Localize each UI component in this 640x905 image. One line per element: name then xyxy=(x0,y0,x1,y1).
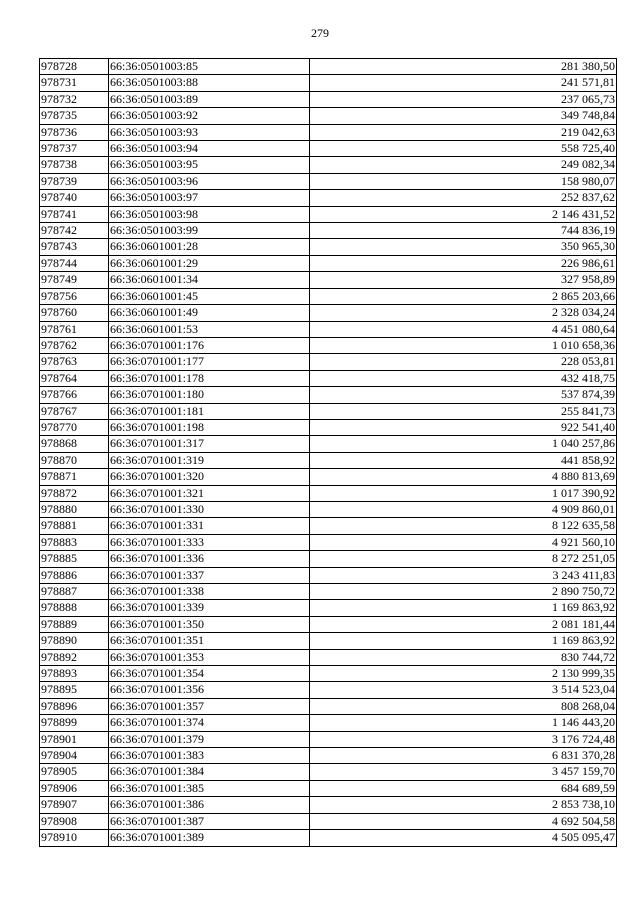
object-id-cell: 978742 xyxy=(40,223,109,239)
cadastral-number-cell: 66:36:0701001:379 xyxy=(109,731,310,747)
cadastral-value-cell: 2 081 181,44 xyxy=(310,616,617,632)
table-row xyxy=(40,485,617,501)
table-row xyxy=(40,518,617,534)
cadastral-value-cell: 249 082,34 xyxy=(310,157,617,173)
table-row xyxy=(40,272,617,288)
object-id-cell: 978870 xyxy=(40,452,109,468)
cadastral-number-cell: 66:36:0501003:94 xyxy=(109,141,310,157)
cadastral-number-cell: 66:36:0701001:330 xyxy=(109,501,310,517)
object-id-cell: 978887 xyxy=(40,584,109,600)
cadastral-number-cell: 66:36:0701001:198 xyxy=(109,419,310,435)
cadastral-value-cell: 4 880 813,69 xyxy=(310,469,617,485)
cadastral-number-cell: 66:36:0701001:387 xyxy=(109,813,310,829)
table-row xyxy=(40,534,617,550)
table-row xyxy=(40,452,617,468)
cadastral-value-cell: 3 457 159,70 xyxy=(310,764,617,780)
cadastral-value-cell: 3 243 411,83 xyxy=(310,567,617,583)
cadastral-number-cell: 66:36:0701001:320 xyxy=(109,469,310,485)
object-id-cell: 978890 xyxy=(40,633,109,649)
table-row xyxy=(40,797,617,813)
object-id-cell: 978766 xyxy=(40,387,109,403)
cadastral-value-cell: 2 865 203,66 xyxy=(310,288,617,304)
cadastral-value-cell: 241 571,81 xyxy=(310,75,617,91)
table-row xyxy=(40,780,617,796)
object-id-cell: 978868 xyxy=(40,436,109,452)
cadastral-value-cell: 8 272 251,05 xyxy=(310,551,617,567)
cadastral-value-cell: 432 418,75 xyxy=(310,370,617,386)
cadastral-number-cell: 66:36:0701001:339 xyxy=(109,600,310,616)
cadastral-value-cell: 1 169 863,92 xyxy=(310,600,617,616)
table-row xyxy=(40,666,617,682)
cadastral-value-cell: 830 744,72 xyxy=(310,649,617,665)
object-id-cell: 978737 xyxy=(40,141,109,157)
cadastral-number-cell: 66:36:0601001:45 xyxy=(109,288,310,304)
cadastral-value-cell: 2 890 750,72 xyxy=(310,584,617,600)
table-row xyxy=(40,305,617,321)
cadastral-number-cell: 66:36:0601001:28 xyxy=(109,239,310,255)
cadastral-number-cell: 66:36:0501003:95 xyxy=(109,157,310,173)
object-id-cell: 978760 xyxy=(40,305,109,321)
cadastral-number-cell: 66:36:0701001:384 xyxy=(109,764,310,780)
table-row xyxy=(40,206,617,222)
object-id-cell: 978762 xyxy=(40,337,109,353)
table-row xyxy=(40,501,617,517)
cadastral-number-cell: 66:36:0701001:383 xyxy=(109,748,310,764)
object-id-cell: 978899 xyxy=(40,715,109,731)
object-id-cell: 978901 xyxy=(40,731,109,747)
table-row xyxy=(40,715,617,731)
object-id-cell: 978872 xyxy=(40,485,109,501)
cadastral-value-cell: 1 040 257,86 xyxy=(310,436,617,452)
object-id-cell: 978908 xyxy=(40,813,109,829)
object-id-cell: 978739 xyxy=(40,173,109,189)
table-row xyxy=(40,731,617,747)
cadastral-number-cell: 66:36:0601001:53 xyxy=(109,321,310,337)
object-id-cell: 978910 xyxy=(40,830,109,846)
object-id-cell: 978740 xyxy=(40,190,109,206)
object-id-cell: 978906 xyxy=(40,780,109,796)
cadastral-number-cell: 66:36:0701001:374 xyxy=(109,715,310,731)
cadastral-number-cell: 66:36:0501003:89 xyxy=(109,91,310,107)
object-id-cell: 978893 xyxy=(40,666,109,682)
cadastral-number-cell: 66:36:0501003:85 xyxy=(109,59,310,75)
object-id-cell: 978736 xyxy=(40,124,109,140)
cadastral-number-cell: 66:36:0601001:49 xyxy=(109,305,310,321)
object-id-cell: 978738 xyxy=(40,157,109,173)
table-row xyxy=(40,830,617,846)
cadastral-number-cell: 66:36:0701001:180 xyxy=(109,387,310,403)
cadastral-number-cell: 66:36:0701001:317 xyxy=(109,436,310,452)
table-row xyxy=(40,239,617,255)
cadastral-number-cell: 66:36:0701001:331 xyxy=(109,518,310,534)
cadastral-value-cell: 4 451 080,64 xyxy=(310,321,617,337)
cadastral-number-cell: 66:36:0601001:29 xyxy=(109,255,310,271)
cadastral-value-cell: 558 725,40 xyxy=(310,141,617,157)
object-id-cell: 978907 xyxy=(40,797,109,813)
cadastral-number-cell: 66:36:0501003:97 xyxy=(109,190,310,206)
cadastral-value-cell: 350 965,30 xyxy=(310,239,617,255)
table-row xyxy=(40,157,617,173)
object-id-cell: 978896 xyxy=(40,698,109,714)
object-id-cell: 978889 xyxy=(40,616,109,632)
object-id-cell: 978731 xyxy=(40,75,109,91)
cadastral-value-cell: 3 176 724,48 xyxy=(310,731,617,747)
cadastral-number-cell: 66:36:0701001:353 xyxy=(109,649,310,665)
object-id-cell: 978895 xyxy=(40,682,109,698)
cadastral-value-cell: 281 380,50 xyxy=(310,59,617,75)
cadastral-value-cell: 808 268,04 xyxy=(310,698,617,714)
cadastral-number-cell: 66:36:0701001:178 xyxy=(109,370,310,386)
object-id-cell: 978886 xyxy=(40,567,109,583)
cadastral-number-cell: 66:36:0701001:351 xyxy=(109,633,310,649)
table-row xyxy=(40,567,617,583)
table-row xyxy=(40,764,617,780)
cadastral-value-cell: 226 986,61 xyxy=(310,255,617,271)
table-row xyxy=(40,682,617,698)
cadastral-value-cell: 1 146 443,20 xyxy=(310,715,617,731)
cadastral-value-cell: 255 841,73 xyxy=(310,403,617,419)
table-row xyxy=(40,419,617,435)
cadastral-number-cell: 66:36:0701001:385 xyxy=(109,780,310,796)
object-id-cell: 978735 xyxy=(40,108,109,124)
cadastral-number-cell: 66:36:0501003:98 xyxy=(109,206,310,222)
object-id-cell: 978761 xyxy=(40,321,109,337)
object-id-cell: 978904 xyxy=(40,748,109,764)
cadastral-value-cell: 219 042,63 xyxy=(310,124,617,140)
cadastral-number-cell: 66:36:0701001:389 xyxy=(109,830,310,846)
table-row xyxy=(40,108,617,124)
cadastral-number-cell: 66:36:0501003:96 xyxy=(109,173,310,189)
cadastral-number-cell: 66:36:0701001:338 xyxy=(109,584,310,600)
cadastral-value-cell: 4 692 504,58 xyxy=(310,813,617,829)
cadastral-number-cell: 66:36:0701001:336 xyxy=(109,551,310,567)
table-row xyxy=(40,616,617,632)
object-id-cell: 978888 xyxy=(40,600,109,616)
table-row xyxy=(40,649,617,665)
cadastral-number-cell: 66:36:0501003:88 xyxy=(109,75,310,91)
cadastral-value-cell: 6 831 370,28 xyxy=(310,748,617,764)
cadastral-value-cell: 684 689,59 xyxy=(310,780,617,796)
table-row xyxy=(40,633,617,649)
object-id-cell: 978749 xyxy=(40,272,109,288)
object-id-cell: 978881 xyxy=(40,518,109,534)
cadastral-number-cell: 66:36:0501003:99 xyxy=(109,223,310,239)
cadastral-number-cell: 66:36:0701001:177 xyxy=(109,354,310,370)
cadastral-number-cell: 66:36:0701001:350 xyxy=(109,616,310,632)
cadastral-value-cell: 4 921 560,10 xyxy=(310,534,617,550)
object-id-cell: 978905 xyxy=(40,764,109,780)
cadastral-number-cell: 66:36:0701001:357 xyxy=(109,698,310,714)
table-row xyxy=(40,223,617,239)
object-id-cell: 978764 xyxy=(40,370,109,386)
object-id-cell: 978767 xyxy=(40,403,109,419)
cadastral-value-cell: 4 909 860,01 xyxy=(310,501,617,517)
cadastral-number-cell: 66:36:0501003:92 xyxy=(109,108,310,124)
cadastral-value-cell: 1 169 863,92 xyxy=(310,633,617,649)
cadastral-number-cell: 66:36:0701001:321 xyxy=(109,485,310,501)
cadastral-value-cell: 2 853 738,10 xyxy=(310,797,617,813)
table-row xyxy=(40,370,617,386)
table-row xyxy=(40,436,617,452)
cadastral-value-cell: 8 122 635,58 xyxy=(310,518,617,534)
cadastral-number-cell: 66:36:0701001:333 xyxy=(109,534,310,550)
table-row xyxy=(40,600,617,616)
table-row xyxy=(40,190,617,206)
table-row xyxy=(40,141,617,157)
cadastral-number-cell: 66:36:0701001:176 xyxy=(109,337,310,353)
object-id-cell: 978880 xyxy=(40,501,109,517)
object-id-cell: 978885 xyxy=(40,551,109,567)
cadastral-value-cell: 327 958,89 xyxy=(310,272,617,288)
cadastral-value-cell: 158 980,07 xyxy=(310,173,617,189)
cadastral-value-cell: 4 505 095,47 xyxy=(310,830,617,846)
object-id-cell: 978871 xyxy=(40,469,109,485)
cadastral-value-cell: 228 053,81 xyxy=(310,354,617,370)
cadastral-number-cell: 66:36:0501003:93 xyxy=(109,124,310,140)
cadastral-number-cell: 66:36:0701001:319 xyxy=(109,452,310,468)
cadastral-value-cell: 2 146 431,52 xyxy=(310,206,617,222)
table-row xyxy=(40,337,617,353)
cadastral-value-cell: 3 514 523,04 xyxy=(310,682,617,698)
cadastral-value-cell: 537 874,39 xyxy=(310,387,617,403)
table-row xyxy=(40,813,617,829)
object-id-cell: 978744 xyxy=(40,255,109,271)
table-row xyxy=(40,255,617,271)
cadastral-number-cell: 66:36:0701001:354 xyxy=(109,666,310,682)
object-id-cell: 978756 xyxy=(40,288,109,304)
table-row xyxy=(40,91,617,107)
object-id-cell: 978743 xyxy=(40,239,109,255)
table-row xyxy=(40,469,617,485)
cadastral-value-cell: 1 017 390,92 xyxy=(310,485,617,501)
object-id-cell: 978883 xyxy=(40,534,109,550)
cadastral-value-cell: 1 010 658,36 xyxy=(310,337,617,353)
cadastral-value-table xyxy=(39,58,617,847)
table-row xyxy=(40,584,617,600)
cadastral-value-cell: 349 748,84 xyxy=(310,108,617,124)
object-id-cell: 978770 xyxy=(40,419,109,435)
page-number: 279 xyxy=(311,26,329,40)
table-row xyxy=(40,321,617,337)
cadastral-value-cell: 252 837,62 xyxy=(310,190,617,206)
cadastral-number-cell: 66:36:0701001:356 xyxy=(109,682,310,698)
cadastral-value-cell: 237 065,73 xyxy=(310,91,617,107)
table-row xyxy=(40,354,617,370)
table-row xyxy=(40,288,617,304)
cadastral-value-cell: 2 328 034,24 xyxy=(310,305,617,321)
cadastral-number-cell: 66:36:0701001:181 xyxy=(109,403,310,419)
table-row xyxy=(40,59,617,75)
object-id-cell: 978732 xyxy=(40,91,109,107)
object-id-cell: 978763 xyxy=(40,354,109,370)
cadastral-number-cell: 66:36:0701001:386 xyxy=(109,797,310,813)
object-id-cell: 978728 xyxy=(40,59,109,75)
table-row xyxy=(40,75,617,91)
cadastral-number-cell: 66:36:0601001:34 xyxy=(109,272,310,288)
cadastral-value-cell: 441 858,92 xyxy=(310,452,617,468)
table-body xyxy=(40,59,617,847)
cadastral-value-cell: 922 541,40 xyxy=(310,419,617,435)
object-id-cell: 978741 xyxy=(40,206,109,222)
table-row xyxy=(40,748,617,764)
cadastral-value-cell: 744 836,19 xyxy=(310,223,617,239)
table-row xyxy=(40,698,617,714)
table-row xyxy=(40,173,617,189)
cadastral-number-cell: 66:36:0701001:337 xyxy=(109,567,310,583)
cadastral-value-cell: 2 130 999,35 xyxy=(310,666,617,682)
table-row xyxy=(40,551,617,567)
object-id-cell: 978892 xyxy=(40,649,109,665)
table-row xyxy=(40,403,617,419)
table-row xyxy=(40,387,617,403)
table-row xyxy=(40,124,617,140)
